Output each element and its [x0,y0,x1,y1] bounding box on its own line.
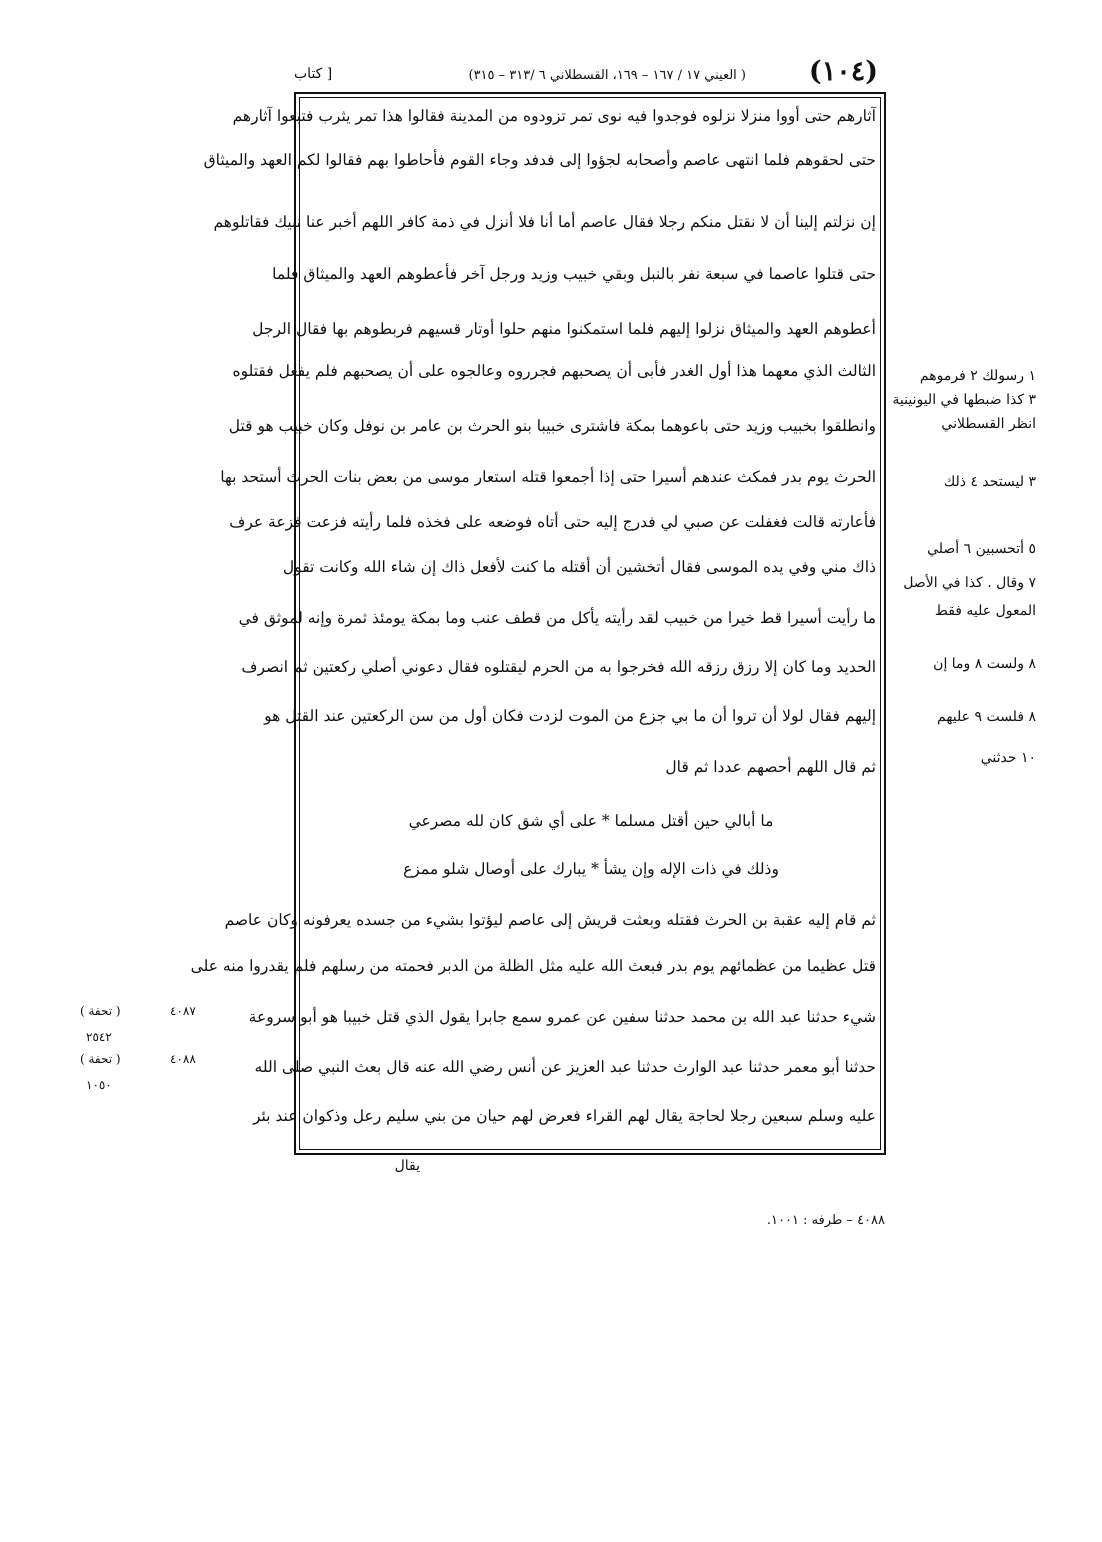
catchword: يقال [394,1158,420,1174]
tuhfa-number: ١٠٥٠ [86,1078,112,1092]
poem-verse: وذلك في ذات الإله وإن يشأ * يبارك على أوصال شلو ممزع [403,860,779,878]
body-line: قتل عظيما من عظمائهم يوم بدر فبعث الله عليه مثل الظلة من الدبر فحمته من رسلهم فلم يقدروا منه على [190,957,876,975]
margin-note: ٣ ليستحد ٤ ذلك [943,474,1036,490]
body-line: إن نزلتم إلينا أن لا نقتل منكم رجلا فقال عاصم أما أنا فلا أنزل في ذمة كافر اللهم أخبر عنا نبيك فقاتلوهم [213,213,876,231]
main-text-block [190,95,882,1151]
margin-note: المعول عليه فقط [934,603,1036,619]
body-line: عليه وسلم سبعين رجلا لحاجة يقال لهم القراء فعرض لهم حيان من بني سليم رعل وذكوان عند بئر [252,1107,876,1125]
margin-note: ٨ ولست ٨ وما إن [933,656,1036,672]
body-line: إليهم فقال لولا أن تروا أن ما بي جزع من الموت لزدت فكان أول من سن الركعتين عند القتل هو [264,707,876,725]
margin-note: ٨ فلست ٩ عليهم [937,709,1036,725]
margin-note: ٥ أتحسبين ٦ أصلي [927,541,1036,557]
margin-note: ١٠ حدثني [980,750,1036,766]
commentary-cross-reference: ( العيني ١٧ / ١٦٧ – ١٦٩، القسطلاني ٦ /٣١٣ – ٣١٥) [468,68,746,83]
body-line: آثارهم حتى أووا منزلا نزلوه فوجدوا فيه نوى تمر تزودوه من المدينة فقالوا هذا تمر يثرب فتبعوا آثارهم [232,107,876,125]
margin-note: انظر القسطلاني [941,416,1036,432]
body-line: حتى قتلوا عاصما في سبعة نفر بالنبل وبقي خبيب وزيد ورجل آخر فأعطوهم العهد والميثاق فلما [272,265,876,283]
body-line: ذاك مني وفي يده الموسى فقال أتخشين أن أقتله ما كنت لأفعل ذاك إن شاء الله وكانت تقول [282,558,876,576]
body-line: ثم قام إليه عقبة بن الحرث فقتله وبعثت قريش إلى عاصم ليؤتوا بشيء من جسده يعرفونه وكان عاصم [224,911,876,929]
tuhfa-label: ( تحفة ) [80,1004,121,1018]
margin-note: ٣ كذا ضبطها في اليونينية [892,392,1036,408]
tuhfa-number: ٢٥٤٢ [86,1030,112,1044]
hadith-number: ٤٠٨٨ [170,1052,196,1066]
body-line: أعطوهم العهد والميثاق نزلوا إليهم فلما استمكنوا منهم حلوا أوتار قسيهم فربطوهم بها فقال الرجل [252,320,876,338]
margin-note: ٧ وقال . كذا في الأصل [903,575,1036,591]
tuhfa-label: ( تحفة ) [80,1052,121,1066]
hadith-number: ٤٠٨٧ [170,1004,196,1018]
body-line: الثالث الذي معهما هذا أول الغدر فأبى أن يصحبهم فجرروه وعالجوه على أن يصحبهم فلم يفعل فقتلوه [232,362,876,380]
book-label: [ كتاب [294,66,333,82]
poem-verse: ما أبالي حين أقتل مسلما * على أي شق كان لله مصرعي [408,812,774,830]
margin-note: ١ رسولك ٢ فرموهم [919,368,1036,384]
footnote: ٤٠٨٨ – طرفه : ١٠٠١. [766,1213,885,1228]
body-line: حدثنا أبو معمر حدثنا عبد الوارث حدثنا عبد العزيز عن أنس رضي الله عنه قال بعث النبي صلى الله [254,1058,876,1076]
page-number: (١٠٤) [808,56,878,87]
page-header [294,56,886,90]
body-line: الحديد وما كان إلا رزق رزقه الله فخرجوا به من الحرم ليقتلوه فقال دعوني أصلي ركعتين ثم انصرف [241,658,876,676]
body-line: حتى لحقوهم فلما انتهى عاصم وأصحابه لجؤوا إلى فدفد وجاء القوم فأحاطوا بهم فقالوا لكم العهد والميثاق [203,151,876,169]
body-line: ما رأيت أسيرا قط خيرا من خبيب لقد رأيته يأكل من قطف عنب وما بمكة يومئذ ثمرة وإنه لموثق في [238,609,876,627]
body-line: وانطلقوا بخبيب وزيد حتى باعوهما بمكة فاشترى خبيبا بنو الحرث بن عامر بن نوفل وكان خبيب هو قتل [228,417,876,435]
body-line: فأعارته قالت فغفلت عن صبي لي فدرج إليه حتى أتاه فوضعه على فخذه فلما رأيته فزعت فزعة عرف [229,513,876,531]
body-line: ثم قال اللهم أحصهم عددا ثم قال [665,758,876,776]
body-line: شيء حدثنا عبد الله بن محمد حدثنا سفين عن عمرو سمع جابرا يقول الذي قتل خبيبا هو أبو سروعة [248,1008,876,1026]
body-line: الحرث يوم بدر فمكث عندهم أسيرا حتى إذا أجمعوا قتله استعار موسى من بعض بنات الحرث أستحد بها [220,468,876,486]
